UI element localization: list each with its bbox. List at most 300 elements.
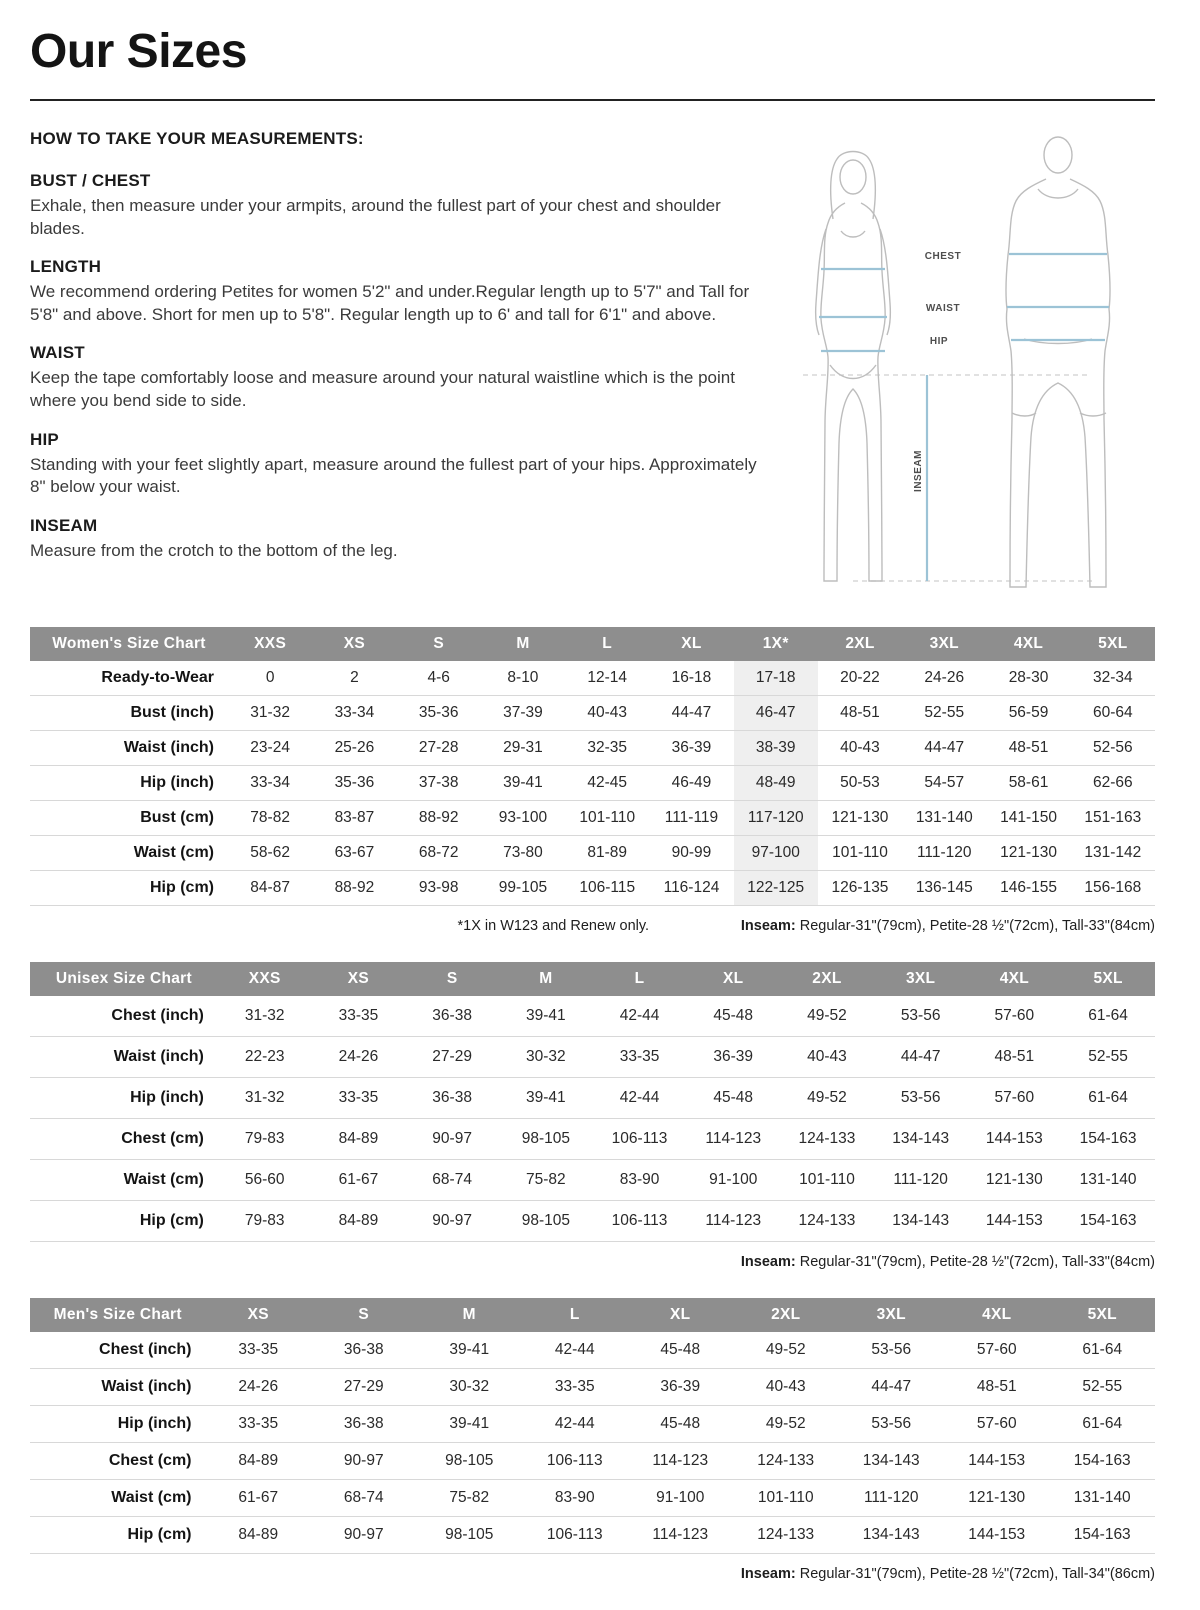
size-value-cell: 53-56 [871,1415,912,1432]
size-value-cell: 31-32 [244,1007,285,1024]
table-row [30,1160,1155,1201]
size-value-cell: 61-64 [1088,1007,1128,1024]
size-value-cell: 23-24 [250,739,290,756]
size-value-cell: 46-47 [734,696,818,731]
size-value-cell: 117-120 [734,801,818,836]
size-value-cell: 52-55 [1088,1048,1128,1065]
section-heading: HIP [30,429,59,449]
table-title: Men's Size Chart [30,1298,206,1332]
size-value-cell: 78-82 [250,809,290,826]
size-value-cell: 42-44 [619,1007,660,1024]
size-value-cell: 40-43 [765,1378,806,1395]
size-value-cell: 154-163 [1079,1212,1137,1229]
size-value-cell: 91-100 [709,1171,758,1188]
size-value-cell: 27-28 [418,739,459,756]
size-column-header: 3XL [902,627,986,661]
man-shorts-hem-right [1080,413,1106,416]
row-label: Chest (inch) [99,1341,192,1358]
hip-label: HIP [929,336,949,347]
inseam-footnote-label: Inseam: [740,1566,796,1582]
size-value-cell: 57-60 [976,1415,1017,1432]
row-label: Chest (cm) [108,1452,192,1469]
size-value-cell: 114-123 [705,1212,762,1229]
inseam-footnote-label: Inseam: [740,918,796,934]
chest-label: CHEST [924,251,962,262]
size-value-cell: 37-38 [418,774,459,791]
size-value-cell: 144-153 [968,1452,1026,1469]
size-value-cell: 39-41 [526,1007,566,1024]
size-column-header: 4XL [986,627,1070,661]
size-value-cell: 57-60 [976,1341,1017,1358]
size-value-cell: 45-48 [713,1089,754,1106]
size-value-cell: 106-113 [611,1130,668,1147]
size-value-cell: 101-110 [832,844,888,861]
size-column-header: 5XL [1050,1298,1156,1332]
page-title: Our Sizes [30,25,247,78]
size-column-header: L [565,627,649,661]
woman-figure [816,152,891,582]
size-column-header: XL [686,962,780,996]
section-heading: WAIST [30,343,85,363]
size-value-cell: 156-168 [1084,879,1142,896]
table-row [30,1119,1155,1160]
size-column-header: S [405,962,499,996]
size-value-cell: 20-22 [840,669,880,686]
table-row [30,1517,1155,1554]
size-value-cell: 90-97 [343,1452,384,1469]
size-column-header: 3XL [874,962,968,996]
size-value-cell: 44-47 [924,739,965,756]
size-value-cell: 114-123 [652,1526,709,1543]
section-body: Keep the tape comfortably loose and measure around your natural waistline which is the point where you bend side to side. [30,368,735,411]
row-label: Waist (inch) [113,1048,204,1065]
inseam-label: INSEAM [913,450,924,492]
womens-size-table [30,627,1155,906]
table-row [30,661,1155,696]
guide-heading: HOW TO TAKE YOUR MEASUREMENTS: [30,129,364,148]
size-value-cell: 42-44 [619,1089,660,1106]
footnote-1x-note: *1X in W123 and Renew only. [457,918,650,934]
size-column-header: 5XL [1071,627,1155,661]
footnote-inseam-unisex [741,1254,1155,1270]
guide-section-bust-chest [30,171,765,240]
size-value-cell: 8-10 [507,669,539,686]
size-column-header: M [481,627,565,661]
table-header-row [30,627,1155,661]
size-value-cell: 42-44 [554,1341,595,1358]
size-value-cell: 48-49 [734,766,818,801]
guide-section-length [30,257,765,326]
size-value-cell: 32-35 [587,739,628,756]
size-value-cell: 88-92 [418,809,459,826]
size-value-cell: 106-113 [611,1212,668,1229]
size-value-cell: 93-98 [418,879,459,896]
size-value-cell: 111-120 [893,1171,948,1188]
footnote-inseam-men [741,1566,1155,1582]
size-column-header: XXS [228,627,312,661]
size-value-cell: 101-110 [757,1489,814,1506]
table-row [30,836,1155,871]
size-value-cell: 79-83 [244,1130,285,1147]
size-value-cell: 106-113 [546,1526,603,1543]
size-value-cell: 124-133 [757,1452,815,1469]
size-value-cell: 39-41 [449,1415,490,1432]
inseam-footnote-label: Inseam: [740,1254,796,1270]
size-value-cell: 90-99 [671,844,712,861]
size-value-cell: 62-66 [1093,774,1133,791]
size-value-cell: 63-67 [334,844,375,861]
size-value-cell: 42-44 [554,1415,595,1432]
size-value-cell: 98-105 [445,1526,494,1543]
measurement-lines [819,254,1109,581]
size-column-header: 1X* [734,627,818,661]
size-value-cell: 54-57 [924,774,965,791]
guide-section-inseam [30,516,765,563]
table-row [30,1443,1155,1480]
size-value-cell: 49-52 [807,1089,847,1106]
row-label: Hip (cm) [150,879,214,896]
size-column-header: XS [206,1298,312,1332]
size-value-cell: 91-100 [656,1489,705,1506]
size-value-cell: 84-89 [338,1212,379,1229]
size-value-cell: 75-82 [449,1489,490,1506]
size-value-cell: 30-32 [449,1378,490,1395]
row-label: Waist (cm) [133,844,214,861]
size-value-cell: 126-135 [831,879,889,896]
size-value-cell: 39-41 [503,774,543,791]
size-value-cell: 36-39 [713,1048,754,1065]
size-value-cell: 44-47 [671,704,712,721]
size-value-cell: 121-130 [968,1489,1026,1506]
size-column-header: M [499,962,593,996]
size-value-cell: 36-38 [343,1341,384,1358]
size-value-cell: 60-64 [1093,704,1133,721]
size-column-header: S [397,627,481,661]
row-label: Chest (cm) [121,1130,204,1147]
size-column-header: XXS [218,962,312,996]
size-value-cell: 33-35 [338,1089,379,1106]
size-value-cell: 122-125 [734,871,818,906]
table-row [30,766,1155,801]
row-label: Waist (cm) [123,1171,204,1188]
size-value-cell: 144-153 [968,1526,1026,1543]
size-column-header: 2XL [780,962,874,996]
size-value-cell: 151-163 [1084,809,1142,826]
row-label: Bust (inch) [130,704,214,721]
size-value-cell: 42-45 [587,774,628,791]
table-row [30,731,1155,766]
section-body: Exhale, then measure under your armpits, around the fullest part of your chest and shoulder blades. [30,196,721,238]
man-shorts-hem-left [1012,413,1036,416]
size-value-cell: 50-53 [840,774,880,791]
size-value-cell: 22-23 [244,1048,285,1065]
size-value-cell: 48-51 [976,1378,1017,1395]
size-value-cell: 45-48 [660,1415,701,1432]
size-value-cell: 131-142 [1084,844,1142,861]
size-value-cell: 32-34 [1093,669,1133,686]
section-body: We recommend ordering Petites for women 5'2" and under.Regular length up to 5'7" and Tall for 5'8" and above. Short for men up to 5'8". Regular length up to 6' and tall for 6'1" and above. [30,282,750,324]
woman-body-outline [821,203,885,581]
table-title: Women's Size Chart [30,627,228,661]
size-column-header: L [522,1298,628,1332]
size-value-cell: 53-56 [871,1341,912,1358]
size-value-cell: 12-14 [587,669,628,686]
man-tank-neckline [1038,189,1078,198]
size-value-cell: 36-39 [671,739,712,756]
size-value-cell: 57-60 [994,1007,1035,1024]
section-body: Standing with your feet slightly apart, measure around the fullest part of your hips. Approximately 8" below your waist. [30,454,757,497]
size-value-cell: 24-26 [924,669,965,686]
size-value-cell: 33-35 [238,1415,279,1432]
size-column-header: 4XL [968,962,1062,996]
size-value-cell: 4-6 [427,669,450,686]
size-column-header: XS [312,962,406,996]
size-value-cell: 16-18 [671,669,712,686]
size-value-cell: 58-61 [1008,774,1049,791]
woman-head [840,160,866,194]
size-value-cell: 93-100 [498,809,548,826]
size-value-cell: 24-26 [338,1048,379,1065]
size-value-cell: 61-67 [238,1489,279,1506]
title-divider [30,99,1155,101]
mens-table-footnote [30,1566,1155,1582]
section-heading: INSEAM [30,515,98,535]
size-value-cell: 35-36 [418,704,459,721]
size-value-cell: 52-56 [1093,739,1133,756]
size-value-cell: 101-110 [579,809,636,826]
row-label: Hip (cm) [127,1526,192,1543]
size-value-cell: 101-110 [799,1171,855,1188]
size-value-cell: 146-155 [1000,879,1057,896]
row-label: Hip (inch) [140,774,214,791]
size-value-cell: 52-55 [924,704,965,721]
size-value-cell: 17-18 [734,661,818,696]
guide-section-waist [30,343,765,412]
size-value-cell: 36-38 [432,1007,472,1024]
size-value-cell: 48-51 [840,704,880,721]
unisex-size-table [30,962,1155,1242]
size-value-cell: 0 [265,669,275,686]
guide-section-hip [30,430,765,499]
inseam-footnote-text: Regular-31"(79cm), Petite-28 ½"(72cm), Tall-33"(84cm) [795,1254,1155,1270]
size-value-cell: 90-97 [343,1526,384,1543]
size-value-cell: 83-90 [554,1489,595,1506]
size-value-cell: 61-64 [1088,1089,1128,1106]
size-value-cell: 83-90 [619,1171,660,1188]
size-value-cell: 53-56 [900,1007,941,1024]
size-value-cell: 134-143 [892,1130,950,1147]
size-value-cell: 68-72 [418,844,459,861]
size-value-cell: 48-51 [1008,739,1049,756]
row-label: Chest (inch) [111,1007,204,1024]
table-header-row [30,962,1155,996]
table-row [30,1406,1155,1443]
table-row [30,871,1155,906]
size-column-header: M [417,1298,523,1332]
mens-size-table [30,1298,1155,1554]
size-value-cell: 46-49 [671,774,712,791]
woman-brief-line [830,365,876,379]
size-value-cell: 31-32 [244,1089,285,1106]
size-value-cell: 45-48 [713,1007,754,1024]
size-value-cell: 28-30 [1008,669,1049,686]
size-value-cell: 33-35 [238,1341,279,1358]
size-value-cell: 73-80 [503,844,543,861]
table-row [30,1201,1155,1242]
size-value-cell: 49-52 [765,1341,806,1358]
size-value-cell: 131-140 [915,809,973,826]
table-row [30,1480,1155,1517]
waist-label: WAIST [925,303,961,314]
size-value-cell: 27-29 [343,1378,384,1395]
size-value-cell: 99-105 [498,879,548,896]
table-row [30,996,1155,1037]
table-row [30,1037,1155,1078]
size-value-cell: 98-105 [445,1452,494,1469]
size-value-cell: 97-100 [734,836,818,871]
size-value-cell: 48-51 [994,1048,1035,1065]
size-value-cell: 39-41 [526,1089,566,1106]
size-value-cell: 144-153 [985,1130,1043,1147]
size-value-cell: 106-115 [579,879,636,896]
size-column-header: XL [649,627,733,661]
man-body-outline [1006,179,1110,587]
size-value-cell: 33-34 [250,774,290,791]
size-value-cell: 114-123 [652,1452,709,1469]
size-value-cell: 116-124 [663,879,720,896]
table-row [30,1332,1155,1369]
size-value-cell: 75-82 [526,1171,566,1188]
size-value-cell: 36-38 [343,1415,384,1432]
row-label: Waist (inch) [123,739,214,756]
size-value-cell: 49-52 [765,1415,806,1432]
row-label: Hip (inch) [117,1415,192,1432]
measurement-instructions [30,129,765,601]
man-figure [1006,137,1110,587]
size-value-cell: 84-89 [238,1452,279,1469]
size-value-cell: 134-143 [892,1212,950,1229]
size-value-cell: 33-34 [334,704,375,721]
size-value-cell: 25-26 [334,739,375,756]
row-label: Hip (inch) [130,1089,204,1106]
footnote-inseam-women [741,918,1155,934]
body-figures-illustration [775,131,1155,601]
size-value-cell: 40-43 [587,704,628,721]
size-value-cell: 44-47 [871,1378,912,1395]
size-value-cell: 79-83 [244,1212,285,1229]
man-head [1044,137,1072,173]
row-label: Waist (cm) [111,1489,192,1506]
size-column-header: L [593,962,687,996]
size-value-cell: 106-113 [546,1452,603,1469]
inseam-footnote-text: Regular-31"(79cm), Petite-28 ½"(72cm), Tall-33"(84cm) [795,918,1155,934]
size-value-cell: 53-56 [900,1089,941,1106]
size-value-cell: 121-130 [831,809,889,826]
size-value-cell: 114-123 [705,1130,762,1147]
size-column-header: 4XL [944,1298,1050,1332]
size-value-cell: 31-32 [250,704,290,721]
size-value-cell: 90-97 [432,1130,472,1147]
size-value-cell: 33-35 [619,1048,660,1065]
size-value-cell: 134-143 [862,1526,920,1543]
size-value-cell: 61-64 [1082,1341,1123,1358]
size-value-cell: 27-29 [432,1048,472,1065]
size-value-cell: 68-74 [343,1489,384,1506]
womens-table-footnote [30,918,1155,934]
size-value-cell: 124-133 [798,1212,856,1229]
size-value-cell: 56-60 [244,1171,285,1188]
size-value-cell: 98-105 [521,1130,570,1147]
size-value-cell: 84-89 [238,1526,279,1543]
size-value-cell: 136-145 [915,879,973,896]
row-label: Ready-to-Wear [101,669,214,686]
row-label: Waist (inch) [101,1378,192,1395]
size-value-cell: 44-47 [900,1048,941,1065]
table-title: Unisex Size Chart [30,962,218,996]
table-row [30,1078,1155,1119]
size-value-cell: 40-43 [807,1048,847,1065]
table-row [30,801,1155,836]
size-column-header: S [311,1298,417,1332]
size-value-cell: 111-120 [916,844,972,861]
size-value-cell: 45-48 [660,1341,701,1358]
size-value-cell: 49-52 [807,1007,847,1024]
size-column-header: 2XL [733,1298,839,1332]
size-value-cell: 111-120 [863,1489,919,1506]
row-label: Hip (cm) [139,1212,204,1229]
table-row [30,696,1155,731]
size-value-cell: 144-153 [985,1212,1043,1229]
size-value-cell: 124-133 [798,1130,856,1147]
size-value-cell: 33-35 [338,1007,379,1024]
section-heading: BUST / CHEST [30,171,151,190]
size-value-cell: 154-163 [1073,1452,1131,1469]
inseam-footnote-text: Regular-31"(79cm), Petite-28 ½"(72cm), Tall-34"(86cm) [795,1566,1155,1582]
measurement-guide-section [30,129,1155,601]
woman-neckline [841,231,865,237]
size-value-cell: 36-39 [660,1378,701,1395]
size-value-cell: 154-163 [1073,1526,1131,1543]
size-value-cell: 154-163 [1079,1130,1137,1147]
unisex-table-footnote [30,1254,1155,1270]
size-value-cell: 39-41 [449,1341,490,1358]
size-value-cell: 61-67 [338,1171,379,1188]
size-value-cell: 24-26 [238,1378,279,1395]
section-heading: LENGTH [30,257,102,277]
size-value-cell: 58-62 [250,844,290,861]
size-value-cell: 36-38 [432,1089,472,1106]
size-value-cell: 131-140 [1073,1489,1131,1506]
size-value-cell: 98-105 [521,1212,570,1229]
size-value-cell: 37-39 [503,704,543,721]
size-value-cell: 88-92 [334,879,375,896]
row-label: Bust (cm) [140,809,214,826]
size-value-cell: 35-36 [334,774,375,791]
size-column-header: XL [628,1298,734,1332]
size-value-cell: 2 [350,669,359,686]
size-value-cell: 111-119 [664,809,719,826]
size-value-cell: 84-89 [338,1130,379,1147]
size-value-cell: 30-32 [526,1048,566,1065]
size-column-header: 2XL [818,627,902,661]
size-value-cell: 131-140 [1079,1171,1137,1188]
size-column-header: XS [312,627,396,661]
size-value-cell: 121-130 [985,1171,1043,1188]
size-value-cell: 33-35 [554,1378,595,1395]
size-value-cell: 81-89 [587,844,628,861]
size-value-cell: 40-43 [840,739,880,756]
size-value-cell: 124-133 [757,1526,815,1543]
